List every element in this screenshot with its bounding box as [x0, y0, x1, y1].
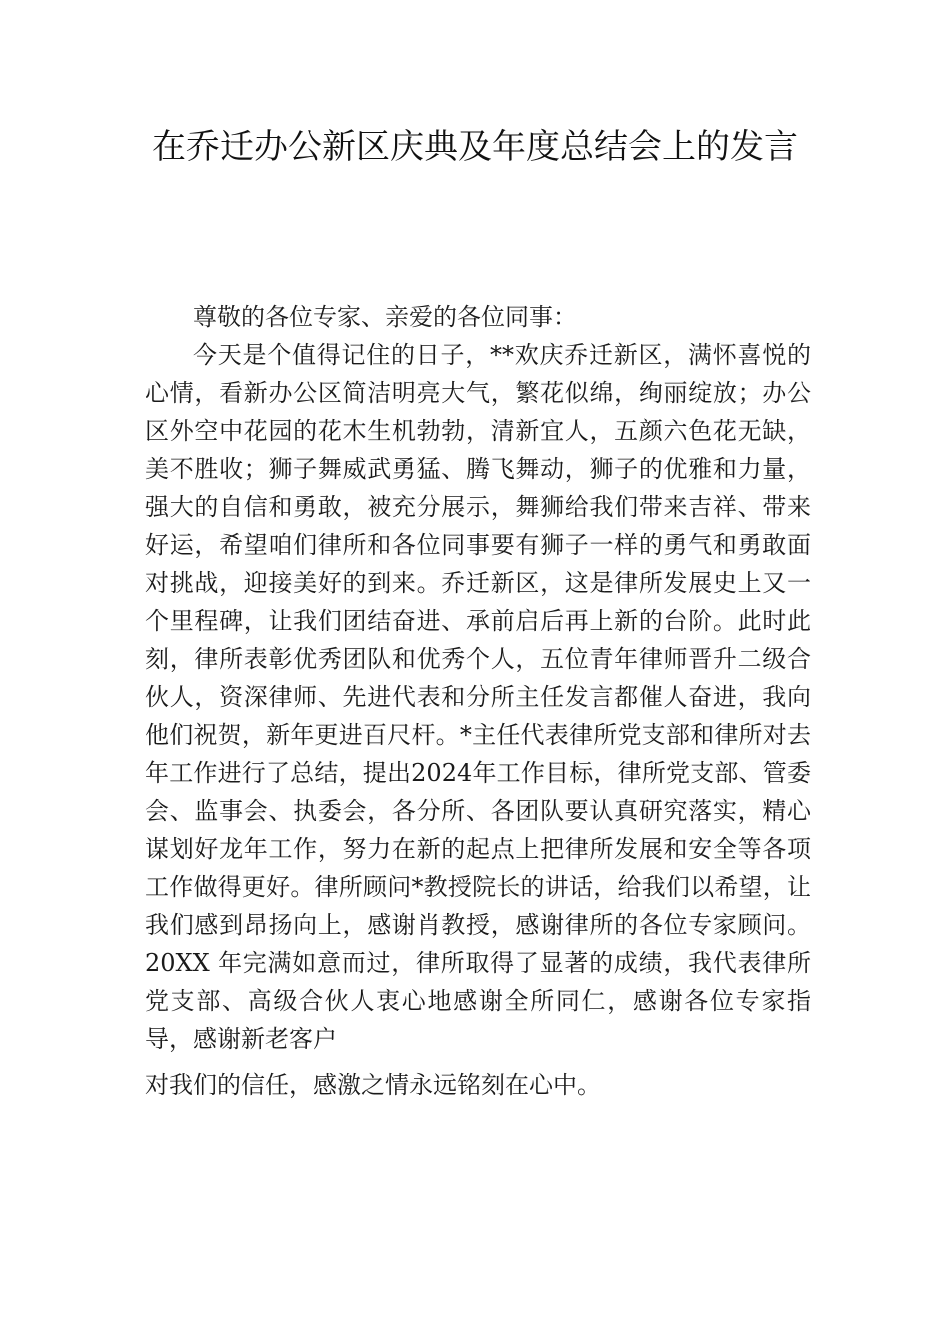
closing-paragraph: 对我们的信任，感激之情永远铭刻在心中。 — [145, 1071, 601, 1099]
salutation-paragraph: 尊敬的各位专家、亲爱的各位同事： — [193, 303, 577, 331]
document-title: 在乔迁办公新区庆典及年度总结会上的发言 — [152, 127, 798, 167]
document-body — [145, 298, 811, 1104]
main-paragraph: 今天是个值得记住的日子，**欢庆乔迁新区，满怀喜悦的心情，看新办公区简洁明亮大气，繁花似绵，绚丽绽放；办公区外空中花园的花木生机勃勃，清新宜人，五颜六色花无缺，美不胜收；狮子舞威武勇猛、腾飞舞动，狮子的优雅和力量，强大的自信和勇敢，被充分展示，舞狮给我们带来吉祥、带来好运，希望咱们律所和各位同事要有狮子一样的勇气和勇敢面对挑战，迎接美好的到来。乔迁新区，这是律所发展史上又一个里程碑，让我们团结奋进、承前启后再上新的台阶。此时此刻，律所表彰优秀团队和优秀个人，五位青年律师晋升二级合伙人，资深律师、先进代表和分所主任发言都催人奋进，我向他们祝贺，新年更进百尺杆。*主任代表律所党支部和律所对去年工作进行了总结，提出2024年工作目标，律所党支部、管委会、监事会、执委会，各分所、各团队要认真研究落实，精心谋划好龙年工作，努力在新的起点上把律所发展和安全等各项工作做得更好。律所顾问*教授院长的讲话，给我们以希望，让我们感到昂扬向上，感谢肖教授，感谢律所的各位专家顾问。20XX 年完满如意而过，律所取得了显著的成绩，我代表律所党支部、高级合伙人衷心地感谢全所同仁，感谢各位专家指导，感谢新老客户 — [145, 341, 811, 1053]
